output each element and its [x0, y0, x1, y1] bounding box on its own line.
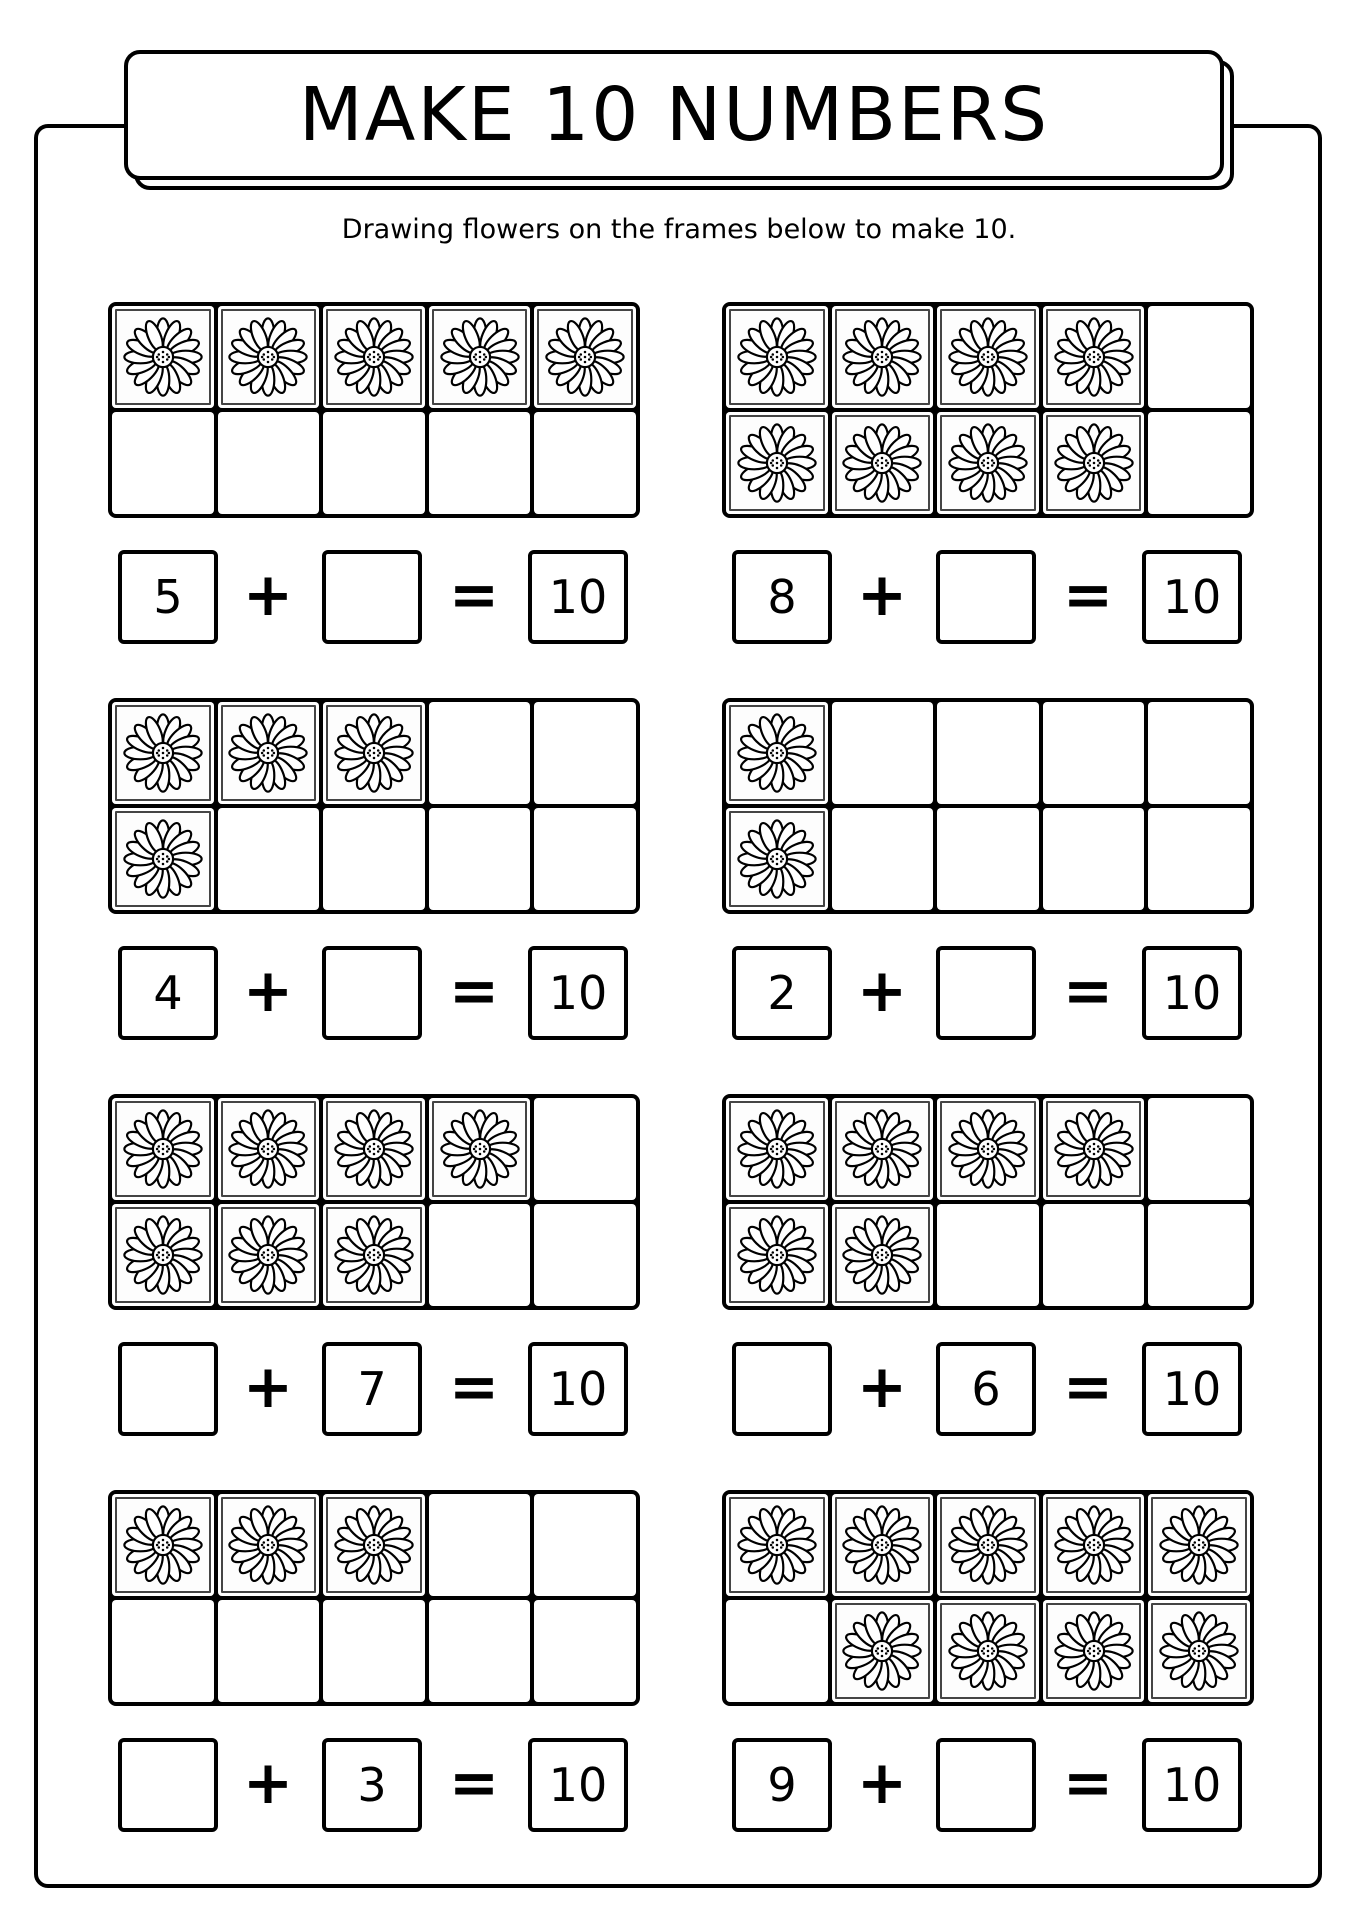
- plus-sign: +: [242, 1748, 294, 1818]
- ten-frame-cell-filled: [323, 702, 425, 804]
- ten-frame-cell-empty[interactable]: [1148, 702, 1250, 804]
- flower-icon: [1052, 315, 1136, 399]
- ten-frame-cell-filled: [112, 702, 214, 804]
- ten-frame-cell-empty[interactable]: [218, 808, 320, 910]
- ten-frame-cell-filled: [112, 1098, 214, 1200]
- ten-frame-cell-filled: [1043, 1600, 1145, 1702]
- problem-5: [108, 1094, 640, 1434]
- ten-frame-cell-filled: [429, 306, 531, 408]
- flower-icon: [1052, 1609, 1136, 1693]
- flower-icon: [840, 1503, 924, 1587]
- addend-box-1[interactable]: [118, 1342, 218, 1436]
- ten-frame-cell-empty[interactable]: [1043, 1204, 1145, 1306]
- ten-frame-cell-filled: [832, 1600, 934, 1702]
- addend-box-1: 8: [732, 550, 832, 644]
- sum-box: 10: [1142, 1342, 1242, 1436]
- equals-sign: =: [1062, 1352, 1114, 1422]
- flower-icon: [332, 1107, 416, 1191]
- ten-frame: [108, 302, 640, 518]
- ten-frame-cell-filled: [112, 1494, 214, 1596]
- ten-frame: [722, 698, 1254, 914]
- ten-frame-cell-empty[interactable]: [534, 412, 636, 514]
- ten-frame-cell-filled: [1043, 412, 1145, 514]
- ten-frame-cell-filled: [726, 412, 828, 514]
- equation: [732, 1738, 1244, 1834]
- equation: [118, 1738, 630, 1834]
- flower-icon: [121, 1213, 205, 1297]
- ten-frame-cell-filled: [726, 808, 828, 910]
- plus-sign: +: [242, 1352, 294, 1422]
- ten-frame-cell-empty[interactable]: [534, 1600, 636, 1702]
- ten-frame-cell-filled: [1148, 1600, 1250, 1702]
- flower-icon: [121, 711, 205, 795]
- ten-frame-cell-empty[interactable]: [218, 1600, 320, 1702]
- flower-icon: [226, 1503, 310, 1587]
- equals-sign: =: [1062, 956, 1114, 1026]
- equals-sign: =: [448, 956, 500, 1026]
- plus-sign: +: [856, 560, 908, 630]
- ten-frame-cell-empty[interactable]: [534, 1494, 636, 1596]
- flower-icon: [438, 315, 522, 399]
- flower-icon: [946, 421, 1030, 505]
- flower-icon: [332, 315, 416, 399]
- flower-icon: [735, 1107, 819, 1191]
- flower-icon: [121, 315, 205, 399]
- ten-frame: [108, 1490, 640, 1706]
- equation: [732, 1342, 1244, 1438]
- plus-sign: +: [242, 560, 294, 630]
- ten-frame-cell-empty[interactable]: [832, 702, 934, 804]
- ten-frame-cell-empty[interactable]: [534, 1204, 636, 1306]
- ten-frame-cell-empty[interactable]: [534, 808, 636, 910]
- plus-sign: +: [856, 1352, 908, 1422]
- ten-frame-cell-empty[interactable]: [534, 702, 636, 804]
- ten-frame-cell-filled: [726, 1204, 828, 1306]
- ten-frame-cell-filled: [1043, 306, 1145, 408]
- flower-icon: [735, 1503, 819, 1587]
- ten-frame-cell-filled: [937, 1098, 1039, 1200]
- addend-box-1: 9: [732, 1738, 832, 1832]
- addend-box-2[interactable]: [322, 550, 422, 644]
- flower-icon: [840, 421, 924, 505]
- ten-frame-cell-empty[interactable]: [323, 808, 425, 910]
- flower-icon: [332, 711, 416, 795]
- problem-6: [722, 1094, 1254, 1434]
- equation: [732, 946, 1244, 1042]
- equation: [118, 946, 630, 1042]
- ten-frame-cell-filled: [112, 306, 214, 408]
- flower-icon: [121, 1107, 205, 1191]
- problem-7: [108, 1490, 640, 1830]
- addend-box-2: 3: [322, 1738, 422, 1832]
- flower-icon: [946, 315, 1030, 399]
- ten-frame-cell-empty[interactable]: [726, 1600, 828, 1702]
- ten-frame-cell-filled: [112, 808, 214, 910]
- ten-frame-cell-filled: [937, 1494, 1039, 1596]
- ten-frame-cell-empty[interactable]: [112, 412, 214, 514]
- ten-frame-cell-filled: [832, 1494, 934, 1596]
- flower-icon: [332, 1503, 416, 1587]
- ten-frame-cell-filled: [1148, 1494, 1250, 1596]
- equals-sign: =: [1062, 1748, 1114, 1818]
- ten-frame-cell-filled: [429, 1098, 531, 1200]
- flower-icon: [226, 1107, 310, 1191]
- addend-box-2[interactable]: [936, 550, 1036, 644]
- equals-sign: =: [448, 1352, 500, 1422]
- addend-box-1: 4: [118, 946, 218, 1040]
- equation: [118, 550, 630, 646]
- ten-frame-cell-empty[interactable]: [832, 808, 934, 910]
- addend-box-2[interactable]: [936, 946, 1036, 1040]
- flower-icon: [226, 711, 310, 795]
- equals-sign: =: [448, 560, 500, 630]
- ten-frame-cell-empty[interactable]: [323, 1600, 425, 1702]
- addend-box-1: 5: [118, 550, 218, 644]
- flower-icon: [1052, 421, 1136, 505]
- ten-frame-cell-filled: [1043, 1494, 1145, 1596]
- ten-frame-cell-empty[interactable]: [112, 1600, 214, 1702]
- title-banner: [124, 50, 1224, 180]
- equals-sign: =: [1062, 560, 1114, 630]
- ten-frame-cell-empty[interactable]: [1148, 808, 1250, 910]
- sum-box: 10: [528, 1738, 628, 1832]
- flower-icon: [735, 817, 819, 901]
- flower-icon: [946, 1503, 1030, 1587]
- ten-frame-cell-empty[interactable]: [429, 1204, 531, 1306]
- sum-box: 10: [528, 946, 628, 1040]
- ten-frame-cell-filled: [726, 1098, 828, 1200]
- ten-frame-cell-empty[interactable]: [429, 1600, 531, 1702]
- ten-frame-cell-empty[interactable]: [1043, 702, 1145, 804]
- ten-frame-cell-filled: [323, 1494, 425, 1596]
- ten-frame-cell-filled: [323, 306, 425, 408]
- flower-icon: [946, 1107, 1030, 1191]
- ten-frame-cell-filled: [218, 1098, 320, 1200]
- flower-icon: [1052, 1107, 1136, 1191]
- flower-icon: [840, 315, 924, 399]
- plus-sign: +: [856, 1748, 908, 1818]
- ten-frame-cell-filled: [726, 1494, 828, 1596]
- ten-frame-cell-filled: [323, 1204, 425, 1306]
- flower-icon: [226, 1213, 310, 1297]
- problem-1: [108, 302, 640, 642]
- ten-frame-cell-filled: [726, 702, 828, 804]
- ten-frame-cell-empty[interactable]: [323, 412, 425, 514]
- flower-icon: [735, 711, 819, 795]
- ten-frame-cell-empty[interactable]: [429, 1494, 531, 1596]
- flower-icon: [840, 1609, 924, 1693]
- addend-box-2: 7: [322, 1342, 422, 1436]
- flower-icon: [735, 315, 819, 399]
- ten-frame-cell-filled: [112, 1204, 214, 1306]
- ten-frame-cell-empty[interactable]: [937, 702, 1039, 804]
- ten-frame: [722, 302, 1254, 518]
- flower-icon: [121, 817, 205, 901]
- flower-icon: [1157, 1609, 1241, 1693]
- ten-frame-cell-filled: [832, 412, 934, 514]
- sum-box: 10: [1142, 550, 1242, 644]
- ten-frame: [108, 1094, 640, 1310]
- ten-frame-cell-filled: [726, 306, 828, 408]
- addend-box-2[interactable]: [936, 1738, 1036, 1832]
- addend-box-2[interactable]: [322, 946, 422, 1040]
- ten-frame-cell-filled: [937, 1600, 1039, 1702]
- ten-frame-cell-filled: [832, 1098, 934, 1200]
- ten-frame-cell-filled: [218, 306, 320, 408]
- flower-icon: [226, 315, 310, 399]
- ten-frame-cell-empty[interactable]: [429, 702, 531, 804]
- ten-frame-cell-filled: [937, 306, 1039, 408]
- ten-frame-cell-empty[interactable]: [1148, 1098, 1250, 1200]
- problem-4: [722, 698, 1254, 1038]
- sum-box: 10: [528, 550, 628, 644]
- flower-icon: [735, 1213, 819, 1297]
- ten-frame-cell-empty[interactable]: [1148, 306, 1250, 408]
- addend-box-1[interactable]: [118, 1738, 218, 1832]
- ten-frame-cell-filled: [218, 1204, 320, 1306]
- flower-icon: [946, 1609, 1030, 1693]
- sum-box: 10: [1142, 1738, 1242, 1832]
- ten-frame-cell-empty[interactable]: [1043, 808, 1145, 910]
- flower-icon: [121, 1503, 205, 1587]
- problem-2: [722, 302, 1254, 642]
- problem-3: [108, 698, 640, 1038]
- ten-frame-cell-empty[interactable]: [1148, 1204, 1250, 1306]
- addend-box-2: 6: [936, 1342, 1036, 1436]
- addend-box-1[interactable]: [732, 1342, 832, 1436]
- ten-frame-cell-filled: [937, 412, 1039, 514]
- ten-frame-cell-empty[interactable]: [429, 412, 531, 514]
- ten-frame: [722, 1490, 1254, 1706]
- ten-frame-cell-filled: [534, 306, 636, 408]
- flower-icon: [1052, 1503, 1136, 1587]
- ten-frame-cell-filled: [832, 306, 934, 408]
- ten-frame-cell-empty[interactable]: [429, 808, 531, 910]
- flower-icon: [840, 1213, 924, 1297]
- flower-icon: [438, 1107, 522, 1191]
- ten-frame: [722, 1094, 1254, 1310]
- ten-frame-cell-filled: [323, 1098, 425, 1200]
- flower-icon: [840, 1107, 924, 1191]
- flower-icon: [543, 315, 627, 399]
- ten-frame-cell-empty[interactable]: [937, 808, 1039, 910]
- ten-frame-cell-empty[interactable]: [218, 412, 320, 514]
- equation: [118, 1342, 630, 1438]
- ten-frame-cell-filled: [1043, 1098, 1145, 1200]
- ten-frame-cell-empty[interactable]: [1148, 412, 1250, 514]
- sum-box: 10: [1142, 946, 1242, 1040]
- ten-frame-cell-filled: [832, 1204, 934, 1306]
- ten-frame-cell-empty[interactable]: [937, 1204, 1039, 1306]
- ten-frame: [108, 698, 640, 914]
- problem-8: [722, 1490, 1254, 1830]
- sum-box: 10: [528, 1342, 628, 1436]
- equals-sign: =: [448, 1748, 500, 1818]
- ten-frame-cell-empty[interactable]: [534, 1098, 636, 1200]
- addend-box-1: 2: [732, 946, 832, 1040]
- page-title: MAKE 10 NUMBERS: [298, 72, 1050, 158]
- equation: [732, 550, 1244, 646]
- ten-frame-cell-filled: [218, 702, 320, 804]
- instructions-text: Drawing flowers on the frames below to make 10.: [341, 214, 1017, 245]
- flower-icon: [1157, 1503, 1241, 1587]
- flower-icon: [735, 421, 819, 505]
- ten-frame-cell-filled: [218, 1494, 320, 1596]
- plus-sign: +: [856, 956, 908, 1026]
- plus-sign: +: [242, 956, 294, 1026]
- flower-icon: [332, 1213, 416, 1297]
